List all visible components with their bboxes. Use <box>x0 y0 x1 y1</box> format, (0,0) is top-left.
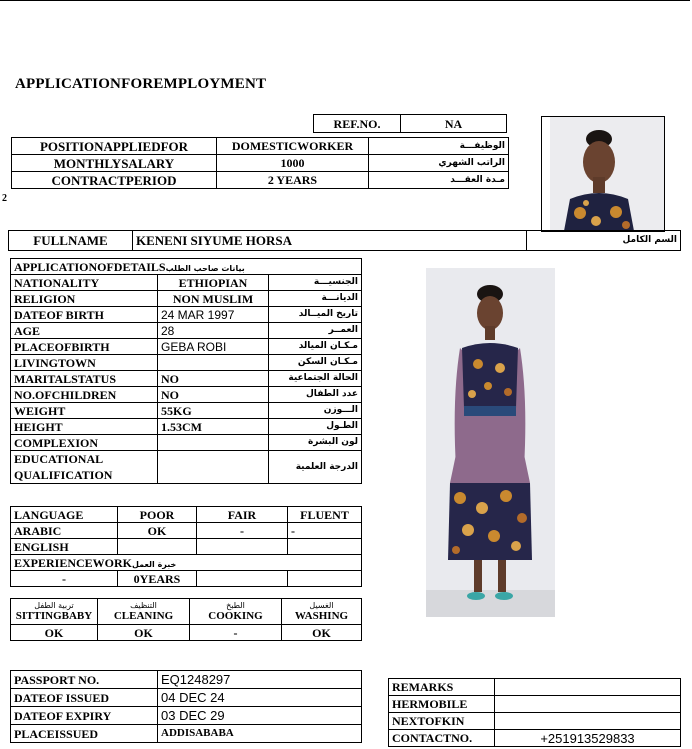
height-value: 1.53CM <box>158 419 269 435</box>
fullname-value: KENENI SIYUME HORSA <box>133 231 527 251</box>
contact-row <box>389 679 681 696</box>
details-header-ar: بيانات صاحب الطلب <box>165 263 245 273</box>
passport-photo-small <box>541 116 665 232</box>
complexion-label: COMPLEXION <box>11 435 158 451</box>
language-table <box>10 506 362 587</box>
nextofkin-value <box>495 713 681 730</box>
contact-table <box>388 678 681 747</box>
children-label: NO.OFCHILDREN <box>11 387 158 403</box>
livingtown-label: LIVINGTOWN <box>11 355 158 371</box>
position-ar: الوظيفـــة <box>369 138 509 155</box>
nextofkin-label: NEXTOFKIN <box>389 713 495 730</box>
portrait-image <box>542 117 664 231</box>
contact-row <box>389 730 681 747</box>
education-ar: الدرجة العلمية <box>269 451 362 484</box>
skill-cooking-header <box>190 599 282 625</box>
mobile-label: HERMOBILE <box>389 696 495 713</box>
place-issued-value: ADDISABABA <box>158 725 362 743</box>
experience-cell <box>288 571 362 587</box>
livingtown-ar: مـكـان السكن <box>269 355 362 371</box>
fair-header: FAIR <box>197 507 288 523</box>
skill-cleaning-label: CLEANING <box>113 610 174 622</box>
age-ar: العمــر <box>269 323 362 339</box>
skill-cooking-value: - <box>190 625 282 641</box>
page-title: APPLICATIONFOREMPLOYMENT <box>15 76 267 92</box>
skill-cooking-ar: الطبخ <box>226 601 245 610</box>
position-table <box>11 137 509 189</box>
contact-row <box>389 696 681 713</box>
children-value: NO <box>158 387 269 403</box>
language-fluent: - <box>288 523 362 539</box>
skill-cooking-label: COOKING <box>208 610 263 622</box>
pob-value: GEBA ROBI <box>158 339 269 355</box>
details-header <box>11 259 362 275</box>
skill-sitting-ar: تربية الطفل <box>34 601 74 610</box>
skills-value-row <box>11 625 362 641</box>
experience-row <box>11 571 362 587</box>
language-header-row <box>11 507 362 523</box>
salary-ar: الراتب الشهري <box>369 155 509 172</box>
detail-row <box>11 355 362 371</box>
fluent-header: FLUENT <box>288 507 362 523</box>
language-name: ENGLISH <box>11 539 118 555</box>
dob-ar: تاريخ الميــالد <box>269 307 362 323</box>
experience-label: EXPERIENCEWORK <box>14 555 133 570</box>
full-body-image <box>426 268 555 617</box>
passport-row <box>11 689 362 707</box>
detail-row <box>11 419 362 435</box>
detail-row <box>11 307 362 323</box>
education-label <box>11 451 158 484</box>
skill-washing-value: OK <box>282 625 362 641</box>
issue-date-value: 04 DEC 24 <box>158 689 362 707</box>
skill-cleaning-ar: التنظيف <box>130 601 157 610</box>
skill-washing-ar: الغسيل <box>309 601 334 610</box>
skills-header-row <box>11 599 362 625</box>
passport-no-label: PASSPORT NO. <box>11 671 158 689</box>
detail-row <box>11 339 362 355</box>
dob-value: 24 MAR 1997 <box>158 307 269 323</box>
language-row <box>11 523 362 539</box>
experience-ar: خبرة العمل <box>132 559 177 569</box>
marital-ar: الحالة الجتماعية <box>269 371 362 387</box>
pob-ar: مـكـان الميالد <box>269 339 362 355</box>
fullname-table <box>8 230 681 251</box>
detail-row <box>11 403 362 419</box>
ref-label: REF.NO. <box>314 115 401 133</box>
skill-sitting-header <box>11 599 98 625</box>
contract-ar: مـدة العقـــد <box>369 172 509 189</box>
skill-cleaning-header <box>98 599 190 625</box>
page-marker: 2 <box>2 193 7 204</box>
children-ar: عدد الطفال <box>269 387 362 403</box>
fullname-ar: السم الكامل <box>527 231 681 251</box>
detail-row <box>11 323 362 339</box>
language-row <box>11 539 362 555</box>
fullname-label: FULLNAME <box>9 231 133 251</box>
expiry-date-label: DATEOF EXPIRY <box>11 707 158 725</box>
issue-date-label: DATEOF ISSUED <box>11 689 158 707</box>
experience-cell: - <box>11 571 118 587</box>
position-value: DOMESTICWORKER <box>217 138 369 155</box>
age-label: AGE <box>11 323 158 339</box>
height-label: HEIGHT <box>11 419 158 435</box>
language-poor: OK <box>118 523 197 539</box>
nationality-label: NATIONALITY <box>11 275 158 291</box>
language-poor <box>118 539 197 555</box>
weight-label: WEIGHT <box>11 403 158 419</box>
poor-header: POOR <box>118 507 197 523</box>
passport-row <box>11 671 362 689</box>
contactno-value: +251913529833 <box>495 730 681 747</box>
skill-washing-header <box>282 599 362 625</box>
details-header-label: APPLICATIONOFDETAILS <box>14 259 166 274</box>
top-rule <box>0 0 690 1</box>
salary-value: 1000 <box>217 155 369 172</box>
ref-table <box>313 114 507 133</box>
nationality-value: ETHIOPIAN <box>158 275 269 291</box>
skills-table <box>10 598 362 641</box>
remarks-value <box>495 679 681 696</box>
pob-label: PLACEOFBIRTH <box>11 339 158 355</box>
language-fluent <box>288 539 362 555</box>
religion-ar: الديانـــة <box>269 291 362 307</box>
detail-row <box>11 275 362 291</box>
height-ar: الطـول <box>269 419 362 435</box>
passport-no-value: EQ1248297 <box>158 671 362 689</box>
experience-cell <box>197 571 288 587</box>
livingtown-value <box>158 355 269 371</box>
experience-header <box>11 555 362 571</box>
religion-label: RELIGION <box>11 291 158 307</box>
details-header-row <box>11 259 362 275</box>
language-header: LANGUAGE <box>11 507 118 523</box>
weight-value: 55KG <box>158 403 269 419</box>
passport-row <box>11 725 362 743</box>
place-issued-label: PLACEISSUED <box>11 725 158 743</box>
full-body-photo <box>426 268 555 617</box>
ref-value: NA <box>401 115 507 133</box>
detail-row <box>11 291 362 307</box>
language-name: ARABIC <box>11 523 118 539</box>
experience-header-row <box>11 555 362 571</box>
education-value <box>158 451 269 484</box>
position-row <box>12 138 509 155</box>
contract-row <box>12 172 509 189</box>
mobile-value <box>495 696 681 713</box>
detail-row <box>11 371 362 387</box>
contact-row <box>389 713 681 730</box>
skill-sitting-label: SITTINGBABY <box>15 610 93 622</box>
details-table <box>10 258 362 484</box>
skill-cleaning-value: OK <box>98 625 190 641</box>
contactno-label: CONTACTNO. <box>389 730 495 747</box>
contract-value: 2 YEARS <box>217 172 369 189</box>
experience-years: 0YEARS <box>118 571 197 587</box>
marital-value: NO <box>158 371 269 387</box>
position-label: POSITIONAPPLIEDFOR <box>12 138 217 155</box>
remarks-label: REMARKS <box>389 679 495 696</box>
complexion-value <box>158 435 269 451</box>
detail-row <box>11 435 362 451</box>
education-row <box>11 451 362 484</box>
religion-value: NON MUSLIM <box>158 291 269 307</box>
detail-row <box>11 387 362 403</box>
complexion-ar: لون البشرة <box>269 435 362 451</box>
dob-label: DATEOF BIRTH <box>11 307 158 323</box>
age-value: 28 <box>158 323 269 339</box>
marital-label: MARITALSTATUS <box>11 371 158 387</box>
education-label-line2: QUALIFICATION <box>14 468 113 482</box>
salary-label: MONTHLYSALARY <box>12 155 217 172</box>
language-fair: - <box>197 523 288 539</box>
contract-label: CONTRACTPERIOD <box>12 172 217 189</box>
passport-table <box>10 670 362 743</box>
weight-ar: الـــوزن <box>269 403 362 419</box>
expiry-date-value: 03 DEC 29 <box>158 707 362 725</box>
passport-row <box>11 707 362 725</box>
salary-row <box>12 155 509 172</box>
skill-washing-label: WASHING <box>294 610 349 622</box>
language-fair <box>197 539 288 555</box>
nationality-ar: الجنسيـــة <box>269 275 362 291</box>
education-label-line1: EDUCATIONAL <box>14 452 104 466</box>
skill-sitting-value: OK <box>11 625 98 641</box>
